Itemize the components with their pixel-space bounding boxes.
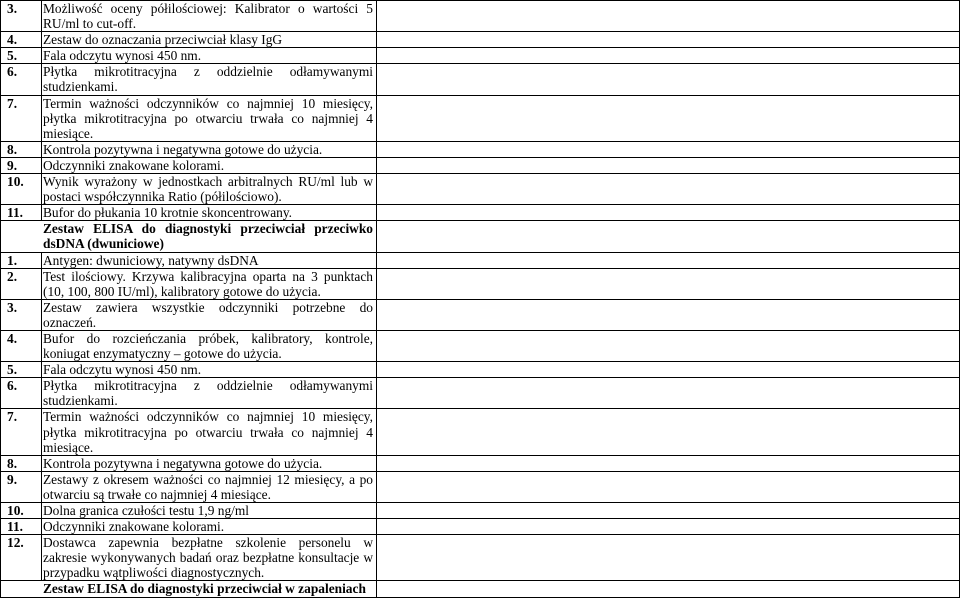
empty-value-cell (377, 157, 960, 173)
spec-item-row (1, 503, 960, 519)
empty-value-cell (377, 174, 960, 205)
empty-value-cell (377, 519, 960, 535)
item-description: Termin ważności odczynników co najmniej 10 miesięcy, płytka mikrotitracyjna po otwarciu trwała co najmniej 4 miesiące. (42, 95, 377, 141)
item-number: 11. (1, 519, 42, 535)
section-header-text: Zestaw ELISA do diagnostyki przeciwciał przeciwko dsDNA (dwuniciowe) (1, 221, 377, 252)
item-description: Zestawy z okresem ważności co najmniej 12 miesięcy, a po otwarciu są trwałe co najmniej 4 miesiące. (42, 471, 377, 502)
spec-item-row (1, 455, 960, 471)
item-number: 6. (1, 378, 42, 409)
empty-value-cell (377, 48, 960, 64)
empty-value-cell (377, 535, 960, 581)
empty-value-cell (377, 268, 960, 299)
empty-value-cell (377, 221, 960, 252)
item-description: Fala odczytu wynosi 450 nm. (42, 362, 377, 378)
item-description: Kontrola pozytywna i negatywna gotowe do użycia. (42, 455, 377, 471)
empty-value-cell (377, 503, 960, 519)
item-description: Płytka mikrotitracyjna z oddzielnie odłamywanymi studzienkami. (42, 378, 377, 409)
spec-item-row (1, 1, 960, 32)
item-number: 3. (1, 1, 42, 32)
item-description: Wynik wyrażony w jednostkach arbitralnych RU/ml lub w postaci współczynnika Ratio (półilościowo). (42, 174, 377, 205)
section-header-text: Zestaw ELISA do diagnostyki przeciwciał w zapaleniach (1, 581, 377, 597)
empty-value-cell (377, 141, 960, 157)
spec-item-row (1, 48, 960, 64)
item-number: 8. (1, 455, 42, 471)
item-number: 3. (1, 299, 42, 330)
empty-value-cell (377, 64, 960, 95)
spec-item-row (1, 330, 960, 361)
section-header-row (1, 581, 960, 597)
item-description: Dolna granica czułości testu 1,9 ng/ml (42, 503, 377, 519)
spec-item-row (1, 519, 960, 535)
item-description: Antygen: dwuniciowy, natywny dsDNA (42, 252, 377, 268)
empty-value-cell (377, 471, 960, 502)
empty-value-cell (377, 455, 960, 471)
item-number: 7. (1, 409, 42, 455)
item-number: 5. (1, 48, 42, 64)
item-number: 12. (1, 535, 42, 581)
item-number: 4. (1, 32, 42, 48)
item-description: Termin ważności odczynników co najmniej 10 miesięcy, płytka mikrotitracyjna po otwarciu trwała co najmniej 4 miesiące. (42, 409, 377, 455)
item-description: Odczynniki znakowane kolorami. (42, 157, 377, 173)
item-description: Zestaw zawiera wszystkie odczynniki potrzebne do oznaczeń. (42, 299, 377, 330)
empty-value-cell (377, 299, 960, 330)
empty-value-cell (377, 252, 960, 268)
spec-item-row (1, 378, 960, 409)
item-description: Fala odczytu wynosi 450 nm. (42, 48, 377, 64)
spec-item-row (1, 535, 960, 581)
item-number: 4. (1, 330, 42, 361)
item-number: 10. (1, 174, 42, 205)
item-number: 7. (1, 95, 42, 141)
item-number: 10. (1, 503, 42, 519)
spec-item-row (1, 362, 960, 378)
spec-item-row (1, 95, 960, 141)
section-header-row (1, 221, 960, 252)
spec-item-row (1, 141, 960, 157)
empty-value-cell (377, 95, 960, 141)
empty-value-cell (377, 378, 960, 409)
item-description: Dostawca zapewnia bezpłatne szkolenie personelu w zakresie wykonywanych badań oraz bezpłatne konsultacje w przypadku wątpliwości diagnostycznych. (42, 535, 377, 581)
specification-table-body (1, 1, 960, 598)
empty-value-cell (377, 205, 960, 221)
empty-value-cell (377, 581, 960, 597)
item-number: 5. (1, 362, 42, 378)
item-description: Test ilościowy. Krzywa kalibracyjna oparta na 3 punktach (10, 100, 800 IU/ml), kalibratory gotowe do użycia. (42, 268, 377, 299)
spec-item-row (1, 157, 960, 173)
item-description: Odczynniki znakowane kolorami. (42, 519, 377, 535)
spec-item-row (1, 205, 960, 221)
item-number: 11. (1, 205, 42, 221)
spec-item-row (1, 409, 960, 455)
spec-item-row (1, 299, 960, 330)
item-number: 9. (1, 157, 42, 173)
spec-item-row (1, 174, 960, 205)
item-description: Bufor do rozcieńczania próbek, kalibratory, kontrole, koniugat enzymatyczny – gotowe do użycia. (42, 330, 377, 361)
item-description: Płytka mikrotitracyjna z oddzielnie odłamywanymi studzienkami. (42, 64, 377, 95)
item-description: Zestaw do oznaczania przeciwciał klasy IgG (42, 32, 377, 48)
item-description: Kontrola pozytywna i negatywna gotowe do użycia. (42, 141, 377, 157)
item-description: Bufor do płukania 10 krotnie skoncentrowany. (42, 205, 377, 221)
empty-value-cell (377, 1, 960, 32)
item-description: Możliwość oceny półilościowej: Kalibrator o wartości 5 RU/ml to cut-off. (42, 1, 377, 32)
empty-value-cell (377, 330, 960, 361)
item-number: 6. (1, 64, 42, 95)
item-number: 1. (1, 252, 42, 268)
empty-value-cell (377, 409, 960, 455)
spec-item-row (1, 252, 960, 268)
spec-item-row (1, 64, 960, 95)
spec-item-row (1, 32, 960, 48)
item-number: 8. (1, 141, 42, 157)
empty-value-cell (377, 362, 960, 378)
item-number: 2. (1, 268, 42, 299)
item-number: 9. (1, 471, 42, 502)
spec-item-row (1, 268, 960, 299)
empty-value-cell (377, 32, 960, 48)
spec-item-row (1, 471, 960, 502)
